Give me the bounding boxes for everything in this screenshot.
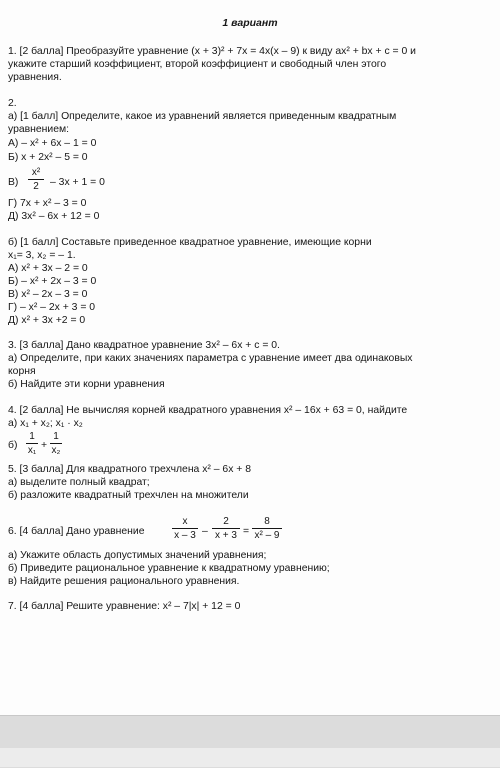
q6-fraction-1	[172, 516, 198, 541]
q3-line-2: а) Определите, при каких значениях параметра с уравнение имеет два одинаковых	[8, 353, 413, 364]
q6-fraction-1-numerator: x	[182, 516, 188, 527]
q3-line-1: 3. [3 балла] Дано квадратное уравнение 3x² – 6x + c = 0.	[8, 340, 280, 351]
q6-fraction-3	[252, 516, 282, 541]
q2-number: 2.	[8, 98, 17, 109]
q2a-option-v-label: В)	[8, 177, 19, 188]
q6-head: 6. [4 балла] Дано уравнение	[8, 526, 145, 537]
q5-line-2: а) выделите полный квадрат;	[8, 477, 150, 488]
q6-minus: –	[202, 526, 208, 537]
q2a-option-a: А) – x² + 6x – 1 = 0	[8, 138, 97, 149]
q6-fraction-2-numerator: 2	[223, 516, 229, 527]
q4-b-label: б)	[8, 440, 18, 451]
q6-item-b: б) Приведите рациональное уравнение к квадратному уравнению;	[8, 563, 330, 574]
q2a-head-2: уравнением:	[8, 124, 70, 135]
q6-fraction-2-denominator: x + 3	[215, 530, 237, 541]
q2a-option-b: Б) x + 2x² – 5 = 0	[8, 152, 88, 163]
bottom-strip	[0, 748, 500, 767]
q3-line-4: б) Найдите эти корни уравнения	[8, 379, 165, 390]
q5-line-3: б) разложите квадратный трехчлен на множители	[8, 490, 249, 501]
q4-head: 4. [2 балла] Не вычисляя корней квадратного уравнения x² – 16x + 63 = 0, найдите	[8, 405, 408, 416]
q1-line-2: укажите старший коэффициент, второй коэффициент и свободный член этого	[8, 59, 387, 70]
q4-a: а) x₁ + x₂; x₁ · x₂	[8, 418, 83, 429]
q6-fraction-2	[212, 516, 240, 541]
q1-line-1: 1. [2 балла] Преобразуйте уравнение (x + 3)² + 7x = 4x(x – 9) к виду ax² + bx + c = 0 и	[8, 46, 416, 57]
q4-b-fraction-1	[26, 431, 38, 456]
q2a-head-1: а) [1 балл] Определите, какое из уравнений является приведенным квадратным	[8, 111, 397, 122]
q4-b-fraction-1-numerator: 1	[29, 431, 35, 442]
page-title: 1 вариант	[222, 17, 278, 29]
q1-line-3: уравнения.	[8, 72, 62, 83]
q2a-option-v-fraction	[28, 167, 44, 192]
q6-fraction-1-denominator: x – 3	[174, 530, 196, 541]
q2a-option-g: Г) 7x + x² – 3 = 0	[8, 198, 87, 209]
q6-fraction-3-denominator: x² – 9	[254, 530, 280, 541]
q4-b-fraction-2-numerator: 1	[53, 431, 59, 442]
q2b-option-g: Г) – x² – 2x + 3 = 0	[8, 302, 96, 313]
q2b-option-v: В) x² – 2x – 3 = 0	[8, 289, 88, 300]
q2a-option-d: Д) 3x² – 6x + 12 = 0	[8, 211, 100, 222]
q6-equals: =	[243, 526, 250, 537]
q3-line-3: корня	[8, 366, 36, 377]
q4-b-fraction-2-denominator: x₂	[51, 445, 61, 456]
q2b-head-2: x₁= 3, x₂ = – 1.	[8, 250, 76, 261]
q4-b-fraction-1-denominator: x₁	[27, 445, 37, 456]
q2a-option-v-rest: – 3x + 1 = 0	[50, 177, 105, 188]
q2b-option-d: Д) x² + 3x +2 = 0	[8, 315, 86, 326]
q4-b-plus: +	[41, 440, 48, 451]
q2b-option-b: Б) – x² + 2x – 3 = 0	[8, 276, 97, 287]
q2b-head-1: б) [1 балл] Составьте приведенное квадратное уравнение, имеющие корни	[8, 237, 372, 248]
q7-line: 7. [4 балла] Решите уравнение: x² – 7|x| + 12 = 0	[8, 601, 241, 612]
q6-item-a: а) Укажите область допустимых значений уравнения;	[8, 550, 267, 561]
q2a-option-v-denominator: 2	[33, 181, 39, 192]
q2a-option-v-numerator: x²	[31, 167, 41, 178]
q5-line-1: 5. [3 балла] Для квадратного трехчлена x² – 6x + 8	[8, 464, 252, 475]
q6-fraction-3-numerator: 8	[264, 516, 270, 527]
q2b-option-a: А) x² + 3x – 2 = 0	[8, 263, 88, 274]
q4-b-fraction-2	[50, 431, 62, 456]
q6-item-v: в) Найдите решения рационального уравнения.	[8, 576, 240, 587]
